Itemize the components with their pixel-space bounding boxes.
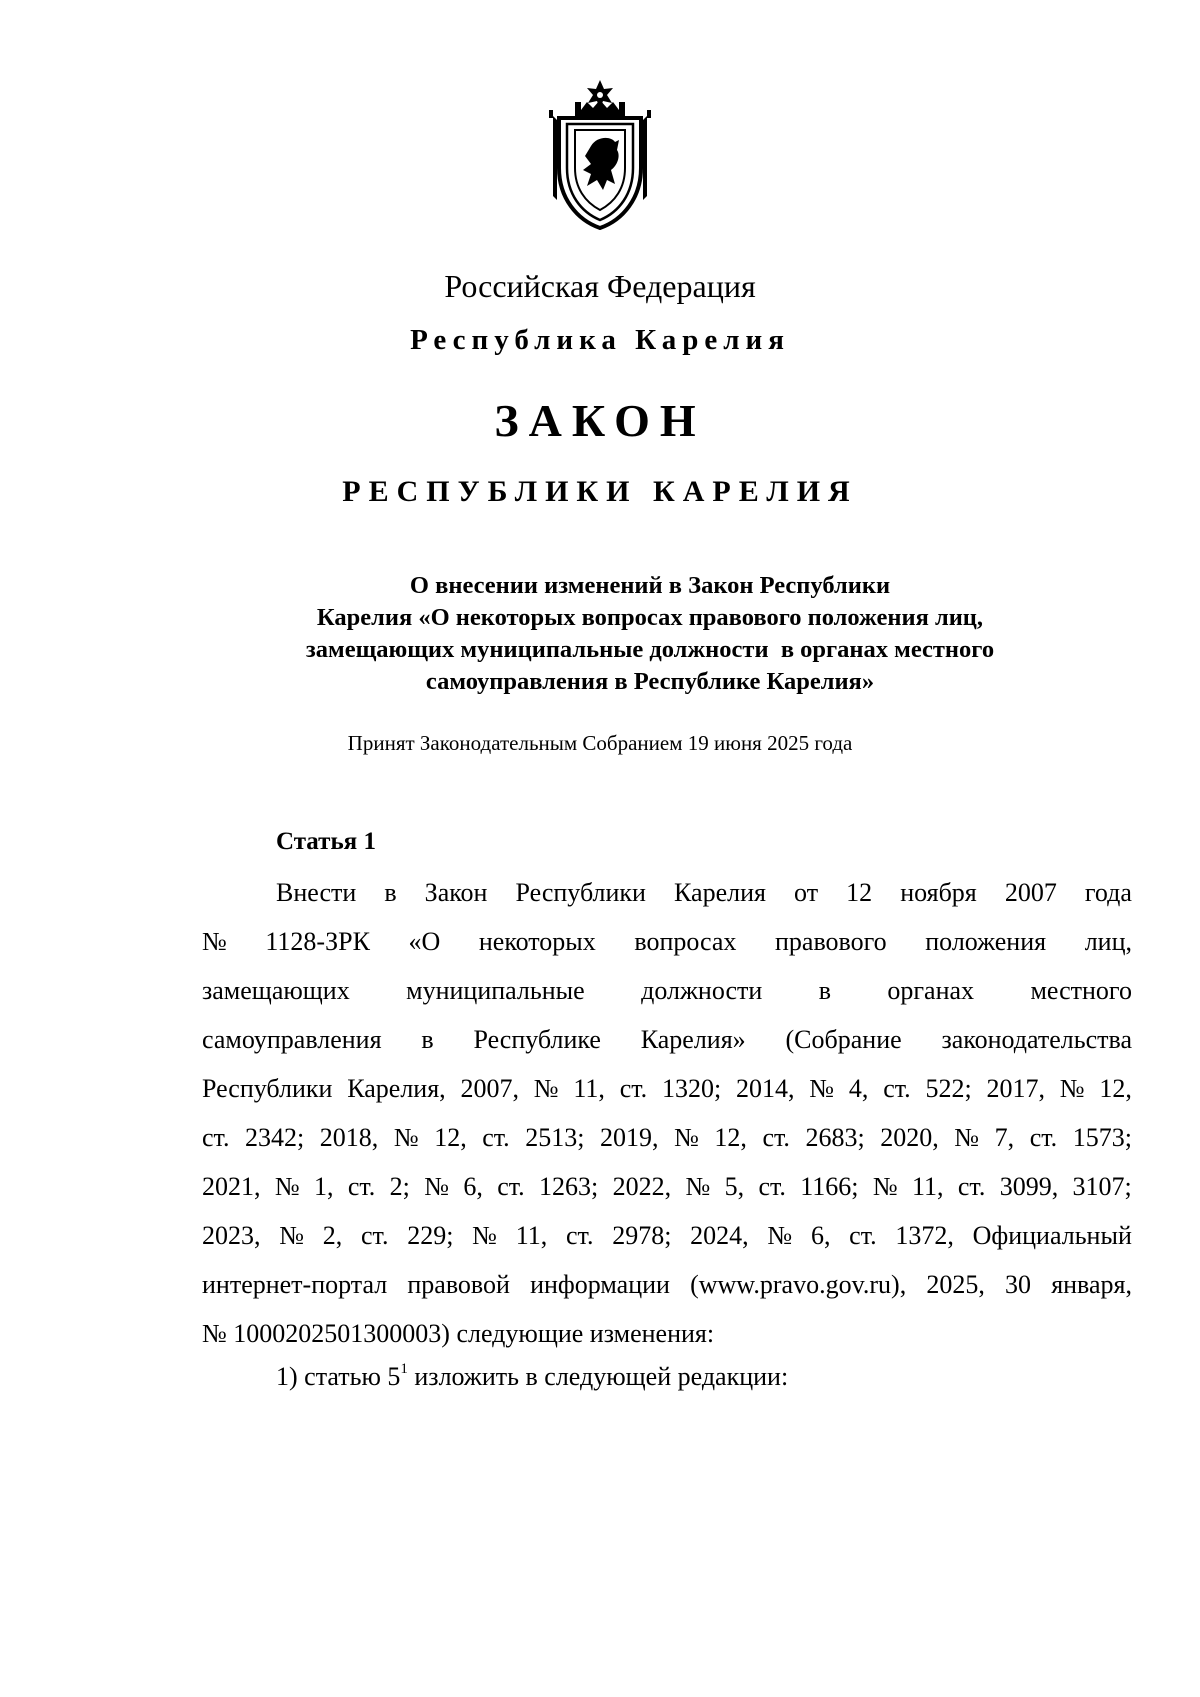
article-body-line: № 1000202501300003) следующие изменения: (202, 1319, 715, 1348)
article-word: 11, (573, 1074, 605, 1103)
article-word: 12, (1099, 1074, 1132, 1103)
article-word: «О (408, 927, 441, 956)
law-title (230, 570, 1070, 698)
article-word: ст. (482, 1123, 510, 1152)
article-word: 2007, (460, 1074, 519, 1103)
article-word: ст. (347, 1172, 376, 1201)
article-word: № (472, 1221, 497, 1250)
article-word: 2683; (805, 1123, 865, 1152)
article-word: ст. (361, 1221, 389, 1250)
article-word: 6, (810, 1221, 831, 1250)
article-body-line (202, 1211, 1132, 1260)
article-word: 2; (389, 1172, 410, 1201)
article-word: № (279, 1221, 305, 1250)
article-word: 12, (714, 1123, 747, 1152)
article-word: 2025, (926, 1270, 985, 1299)
article-word: 11, (912, 1172, 944, 1201)
article-word: № (393, 1123, 419, 1152)
article-word: вопросах (634, 927, 737, 956)
article-word: в (421, 1025, 434, 1054)
article-body-line (202, 1064, 1132, 1113)
article-word: № (809, 1074, 835, 1103)
article-word: 12 (846, 878, 873, 907)
article-word: ст. (619, 1074, 648, 1103)
document-kind: ЗАКОН (494, 395, 706, 446)
article-word: Республики (515, 878, 646, 907)
article-word: 2007 (1004, 878, 1057, 907)
article-word: 1, (314, 1172, 334, 1201)
article-word: Карелия, (347, 1074, 446, 1103)
article-body-line (202, 1162, 1132, 1211)
article-word: законодательства (941, 1025, 1132, 1054)
article-word: 2014, (736, 1074, 795, 1103)
article-word: 1166; (800, 1172, 859, 1201)
article-word: 2018, (319, 1123, 379, 1152)
article-word: лиц, (1084, 927, 1132, 956)
article-body-line (202, 868, 1132, 917)
article-word: 229; (407, 1221, 454, 1250)
article-word: Закон (424, 878, 488, 907)
article-word: № (872, 1172, 898, 1201)
article-word: 2342; (245, 1123, 305, 1152)
amendment-item (276, 1352, 788, 1401)
article-word: должности (641, 976, 763, 1005)
article-word: 2017, (986, 1074, 1045, 1103)
article-word: № (424, 1172, 450, 1201)
coat-of-arms-emblem (545, 80, 655, 230)
article-word: 2019, (600, 1123, 659, 1152)
article-word: 2, (322, 1221, 343, 1250)
article-word: 4, (848, 1074, 869, 1103)
article-word: 3099, (999, 1172, 1059, 1201)
article-word: № (1059, 1074, 1085, 1103)
article-word: Карелия (674, 878, 766, 907)
country-name: Российская Федерация (444, 268, 756, 304)
article-word: 2020, (880, 1123, 939, 1152)
article-word: 1573; (1072, 1123, 1132, 1152)
article-word: 2021, (202, 1172, 261, 1201)
article-word: замещающих (202, 976, 350, 1005)
law-title-line: Карелия «О некоторых вопросах правового положения лиц, (316, 604, 984, 631)
article-word: Внести (276, 878, 357, 907)
article-word: 6, (463, 1172, 483, 1201)
article-word: самоуправления (202, 1025, 382, 1054)
article-word: некоторых (478, 927, 596, 956)
article-word: 2023, (202, 1221, 261, 1250)
article-body-line (202, 966, 1132, 1015)
article-word: интернет-портал (202, 1270, 388, 1299)
article-word: ст. (957, 1172, 986, 1201)
article-word: № (954, 1123, 980, 1152)
article-word: 1372, (895, 1221, 954, 1250)
article-word: 3107; (1072, 1172, 1132, 1201)
article-word: (Собрание (785, 1025, 902, 1054)
amendment-superscript: 1 (400, 1361, 408, 1377)
article-word: ст. (849, 1221, 877, 1250)
article-word: в (818, 976, 831, 1005)
article-word: положения (925, 927, 1047, 956)
article-word: Официальный (972, 1221, 1132, 1250)
article-word: 2513; (525, 1123, 585, 1152)
article-word: правовой (407, 1270, 510, 1299)
article-word: 30 (1005, 1270, 1032, 1299)
article-word: Карелия» (640, 1025, 746, 1054)
article-word: 1320; (661, 1074, 722, 1103)
article-body-line (202, 1113, 1132, 1162)
article-word: № (533, 1074, 559, 1103)
article-body (202, 868, 1132, 1358)
article-word: № (767, 1221, 793, 1250)
article-word: правового (775, 927, 887, 956)
article-word: ст. (758, 1172, 786, 1201)
article-word: 12, (434, 1123, 467, 1152)
article-word: № (685, 1172, 711, 1201)
document-issuer: РЕСПУБЛИКИ КАРЕЛИЯ (342, 475, 858, 508)
law-title-line: замещающих муниципальные должности в органах местного (305, 636, 995, 663)
article-word: 5, (724, 1172, 745, 1201)
adoption-line: Принят Законодательным Собранием 19 июня 2025 года (347, 731, 853, 755)
article-word: в (384, 878, 397, 907)
article-word: ст. (497, 1172, 525, 1201)
article-word: января, (1051, 1270, 1132, 1299)
article-word: органах (887, 976, 975, 1005)
law-title-line: самоуправления в Республике Карелия» (425, 668, 875, 695)
article-word: 7, (994, 1123, 1015, 1152)
article-word: ст. (883, 1074, 911, 1103)
article-body-line (202, 1015, 1132, 1064)
article-word: ст. (566, 1221, 594, 1250)
article-word: № (202, 927, 227, 956)
article-word: ст. (762, 1123, 790, 1152)
article-word: № (674, 1123, 699, 1152)
article-body-line (202, 917, 1132, 966)
article-word: 2024, (690, 1221, 749, 1250)
article-word: муниципальные (406, 976, 585, 1005)
republic-name: Республика Карелия (410, 324, 790, 356)
article-word: информации (530, 1270, 670, 1299)
article-word: Республики (202, 1074, 333, 1103)
article-word: 522; (925, 1074, 972, 1103)
amendment-suffix: изложить в следующей редакции: (407, 1362, 789, 1391)
article-word: Республике (473, 1025, 601, 1054)
article-word: 1263; (539, 1172, 599, 1201)
article-word: ст. (1029, 1123, 1058, 1152)
article-word: местного (1030, 976, 1132, 1005)
amendment-prefix: 1) статью 5 (276, 1362, 401, 1391)
article-heading: Статья 1 (276, 828, 376, 855)
article-word: ноября (900, 878, 977, 907)
article-word: 1128-ЗРК (265, 927, 370, 956)
article-word: года (1084, 878, 1132, 907)
article-word: 11, (515, 1221, 548, 1250)
article-word: ст. (202, 1123, 230, 1152)
article-word: от (794, 878, 819, 907)
article-body-line (202, 1260, 1132, 1309)
article-word: 2022, (612, 1172, 672, 1201)
law-title-line: О внесении изменений в Закон Республики (409, 572, 891, 599)
article-word: 2978; (612, 1221, 672, 1250)
article-word: (www.pravo.gov.ru), (690, 1270, 907, 1299)
article-word: № (274, 1172, 300, 1201)
